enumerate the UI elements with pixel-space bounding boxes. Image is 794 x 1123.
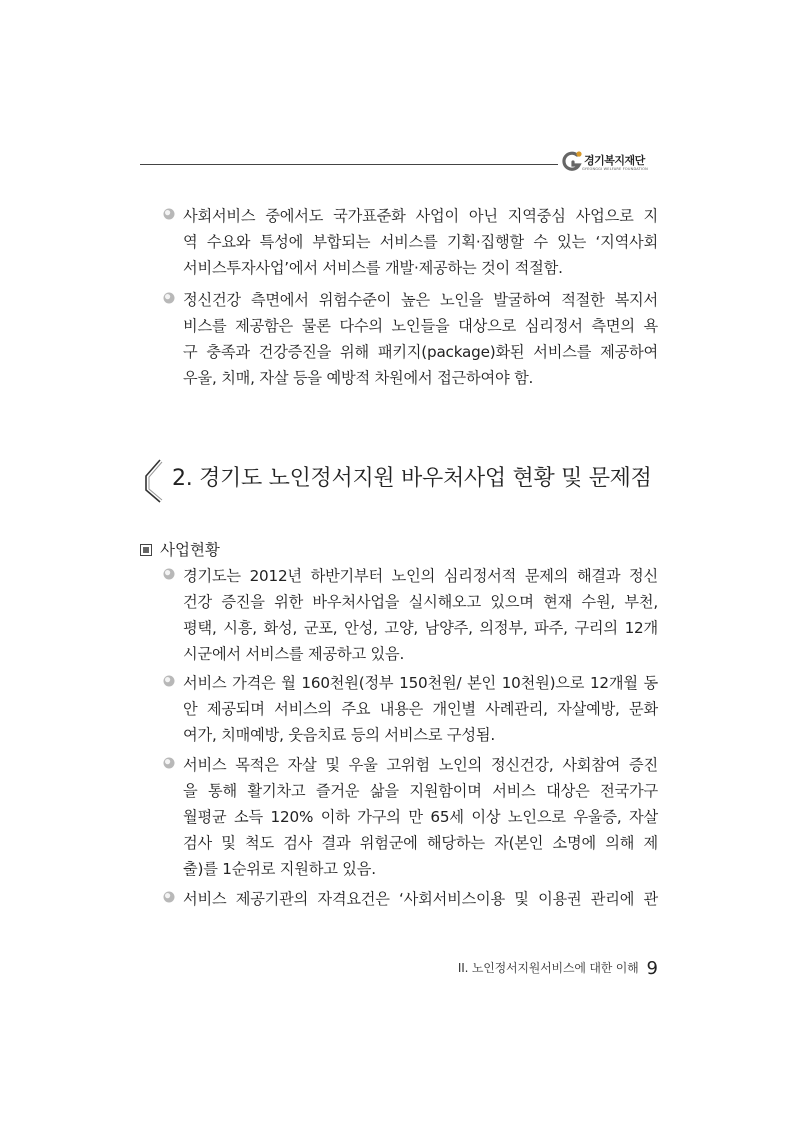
- text-line: 출)를 1순위로 지원하고 있음.: [183, 860, 376, 878]
- text-line: 시군에서 서비스를 제공하고 있음.: [183, 645, 405, 663]
- bullet-icon: [162, 291, 176, 305]
- bullet-icon: [162, 207, 176, 221]
- text-line: 여가, 치매예방, 웃음치료 등의 서비스로 구성됨.: [183, 726, 495, 744]
- text-line: 경기도는 2012년 하반기부터 노인의 심리정서적 문제의 해결과 정신: [183, 567, 658, 585]
- intro-bullet-1: [162, 203, 658, 281]
- text-line: 서비스투자사업’에서 서비스를 개발·제공하는 것이 적절함.: [183, 259, 563, 277]
- text-line: 을 통해 활기차고 즐거운 삶을 지원함이며 서비스 대상은 전국가구: [183, 782, 658, 800]
- bullet-icon: [162, 674, 176, 688]
- text-line: 안 제공되며 서비스의 주요 내용은 개인별 사례관리, 자살예방, 문화: [183, 700, 658, 718]
- text-line: 비스를 제공함은 물론 다수의 노인들을 대상으로 심리정서 측면의 욕: [183, 317, 658, 335]
- section-title: 2. 경기도 노인정서지원 바우처사업 현황 및 문제점: [172, 466, 652, 491]
- text-line: 서비스 제공기관의 자격요건은 ‘사회서비스이용 및 이용권 관리에 관: [183, 890, 658, 908]
- text-line: 사회서비스 중에서도 국가표준화 사업이 아닌 지역중심 사업으로 지: [183, 207, 658, 225]
- footer-chapter: II. 노인정서지원서비스에 대한 이해: [457, 961, 639, 975]
- text-line: 구 충족과 건강증진을 위해 패키지(package)화된 서비스를 제공하여: [183, 343, 658, 361]
- text-line: 우울, 치매, 자살 등을 예방적 차원에서 접근하여야 함.: [183, 369, 534, 387]
- foundation-logo: [560, 150, 660, 178]
- text-line: 검사 및 척도 검사 결과 위험군에 해당하는 자(본인 소명에 의해 제: [183, 834, 658, 852]
- text-line: 정신건강 측면에서 위험수준이 높은 노인을 발굴하여 적절한 복지서: [183, 291, 658, 309]
- text-line: 서비스 목적은 자살 및 우울 고위험 노인의 정신건강, 사회참여 증진: [183, 756, 658, 774]
- status-bullet-3: [162, 752, 658, 882]
- page-footer: [404, 956, 658, 977]
- subsection-title: 사업현황: [160, 541, 220, 559]
- logo-subtitle: GYEONGGI WELFARE FOUNDATION: [582, 167, 648, 171]
- bullet-icon: [162, 567, 176, 581]
- intro-bullet-2: [162, 287, 658, 391]
- bullet-icon: [162, 890, 176, 904]
- logo-name: 경기복지재단: [584, 154, 645, 167]
- bullet-icon: [162, 756, 176, 770]
- status-bullet-1: [162, 563, 658, 667]
- text-line: 역 수요와 특성에 부합되는 서비스를 기획·집행할 수 있는 ‘지역사회: [183, 233, 658, 251]
- status-bullet-4: [162, 886, 658, 912]
- text-line: 건강 증진을 위한 바우처사업을 실시해오고 있으며 현재 수원, 부천,: [183, 593, 658, 611]
- text-line: 서비스 가격은 월 160천원(정부 150천원/ 본인 10천원)으로 12개월 동: [183, 674, 658, 692]
- foundation-logo-icon: [560, 150, 584, 174]
- header-rule: [140, 164, 558, 165]
- status-bullet-2: [162, 670, 658, 748]
- page-number: 9: [646, 958, 658, 979]
- square-bullet-icon: [140, 544, 152, 556]
- text-line: 월평균 소득 120% 이하 가구의 만 65세 이상 노인으로 우울증, 자살: [183, 808, 658, 826]
- subsection-heading: [140, 538, 220, 560]
- text-line: 평택, 시흥, 화성, 군포, 안성, 고양, 남양주, 의정부, 파주, 구리의 12개: [183, 619, 658, 637]
